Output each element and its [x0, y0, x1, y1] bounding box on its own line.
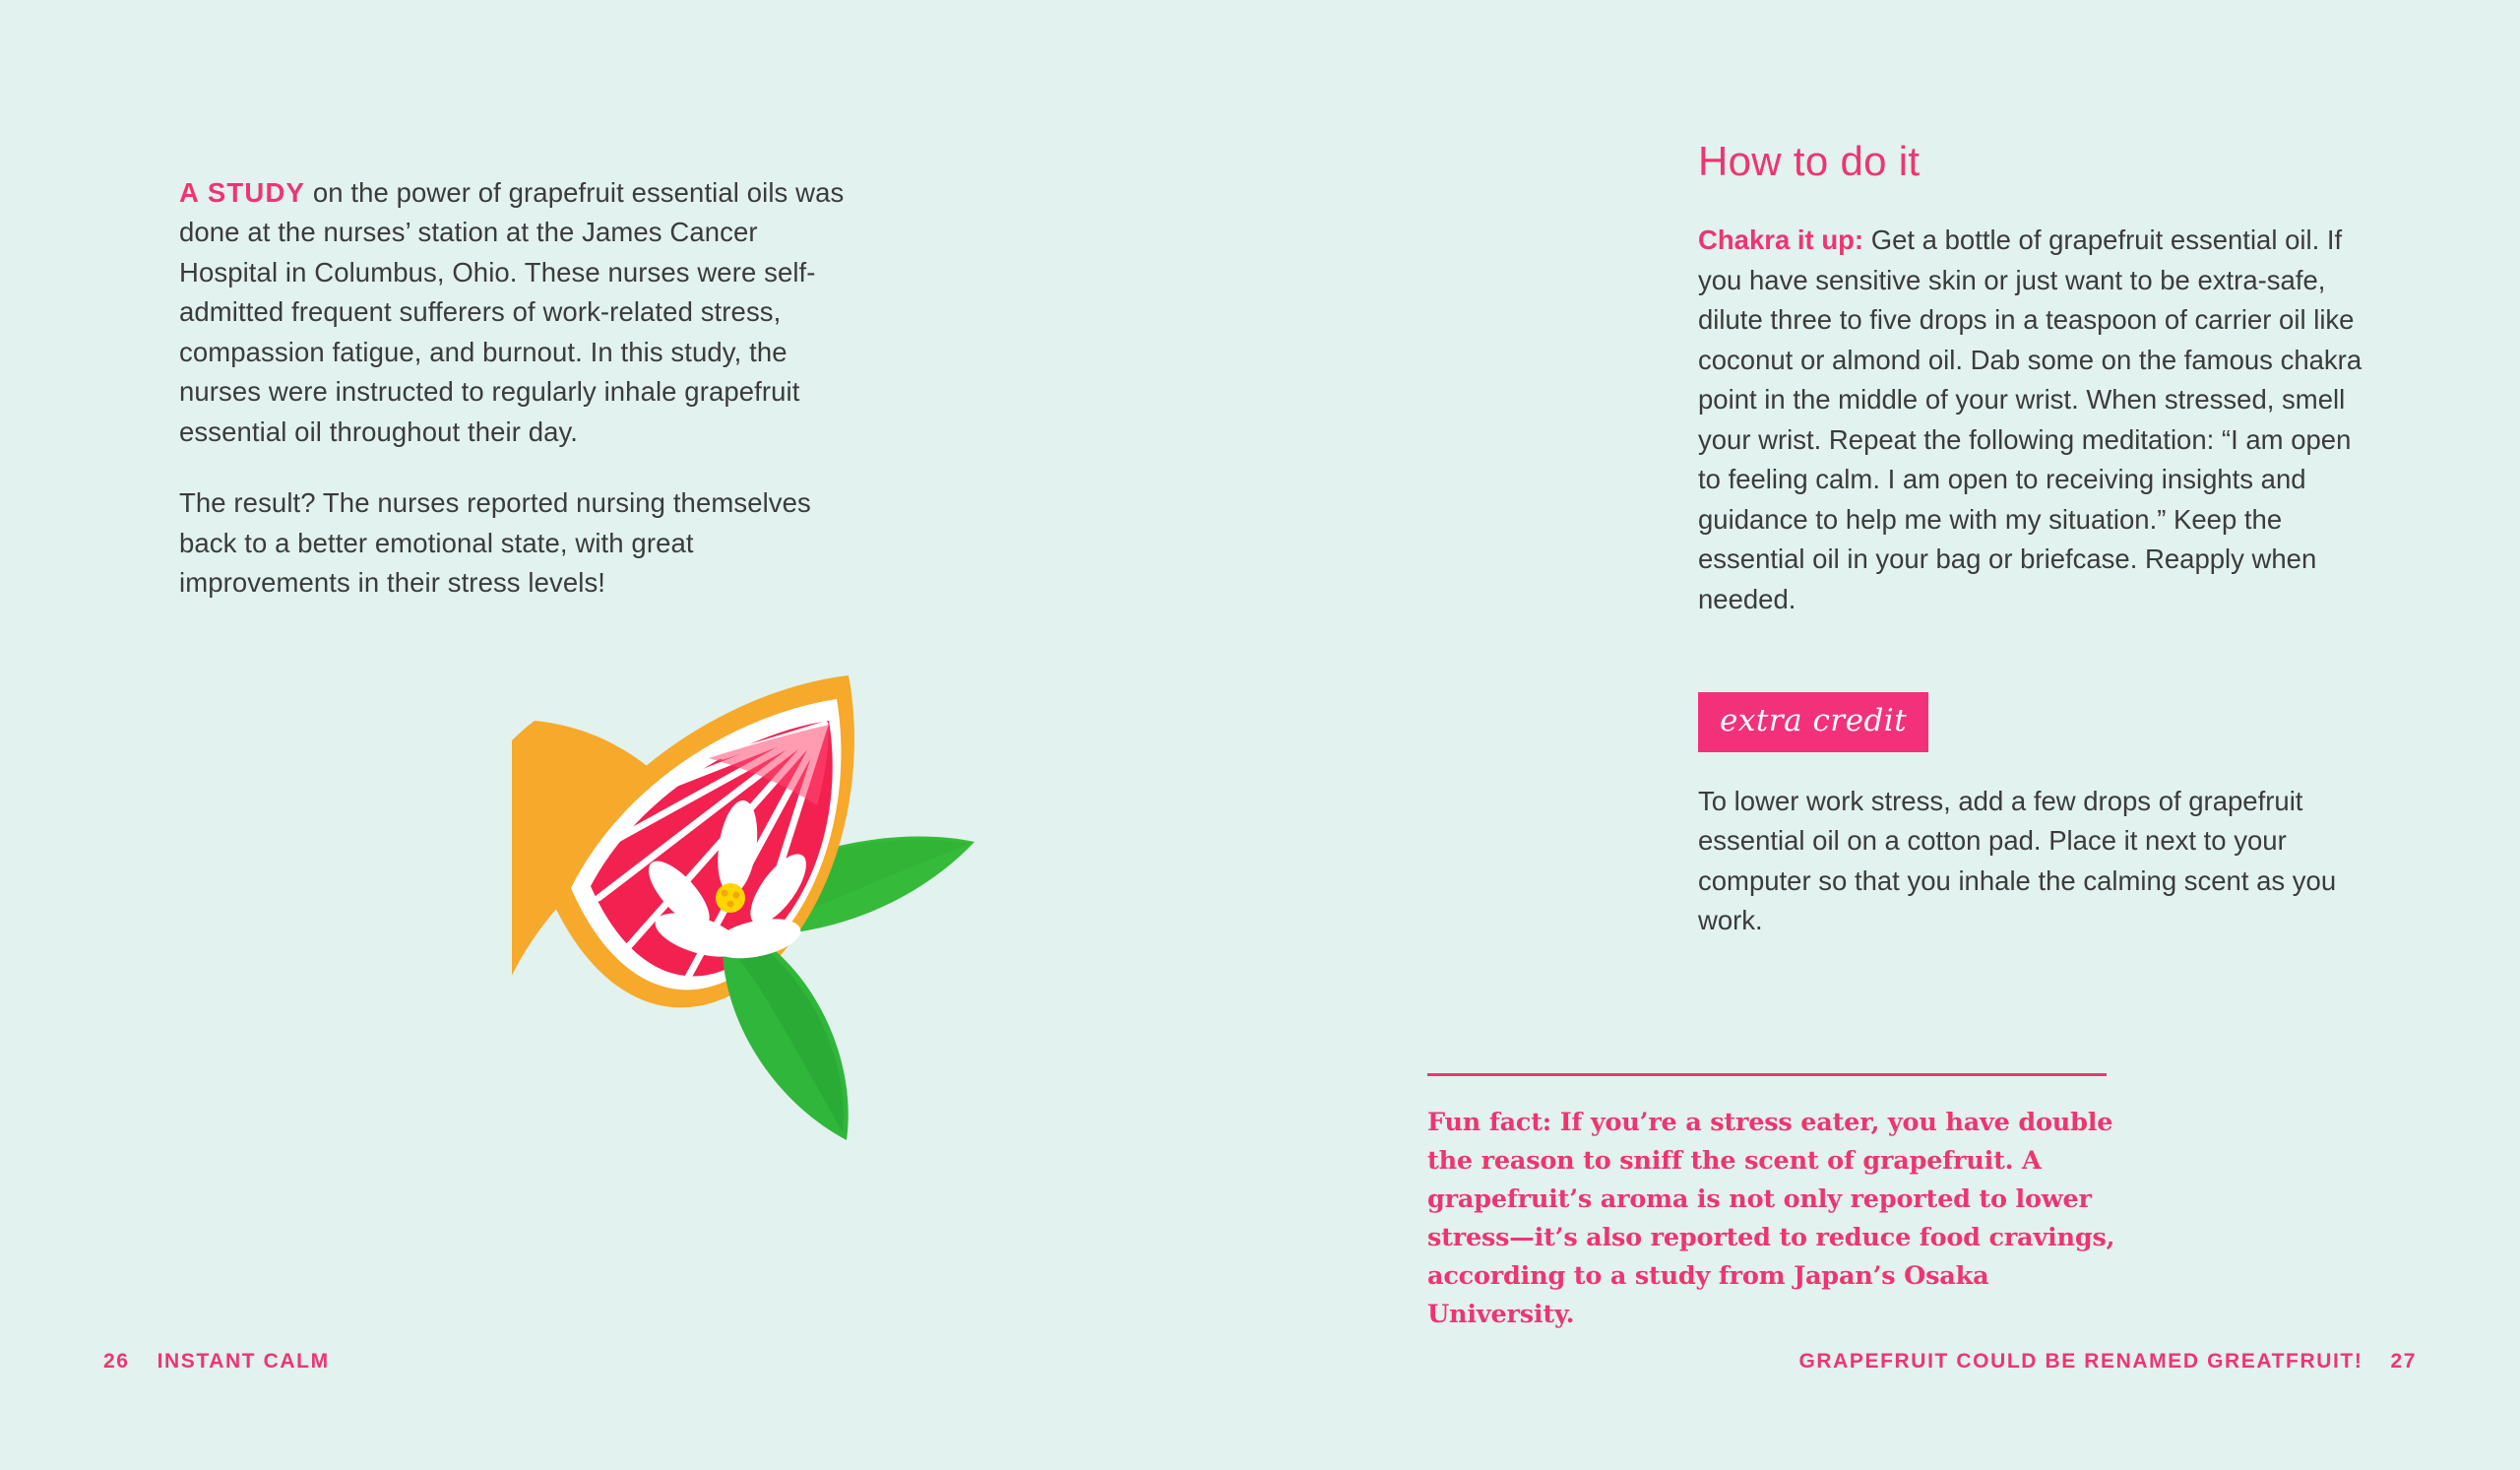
fun-fact-text: Fun fact: If you’re a stress eater, you have double the reason to sniff the scent of grapefruit. A grapefruit’s aroma is not only reported to lower stress—it’s also reported to reduce food cravings, according to a study from Japan’s Osaka University.: [1427, 1108, 2115, 1329]
paragraph-one-body: on the power of grapefruit essential oils was done at the nurses’ station at the James Cancer Hospital in Columbus, Ohio. These nurses were self-admitted frequent sufferers of work-related stress, compassion fatigue, and burnout. In this study, the nurses were instructed to regularly inhale grapefruit essential oil throughout their day.: [179, 176, 845, 447]
extra-credit-badge: extra credit: [1698, 692, 1928, 752]
right-page-number: 27: [2390, 1350, 2417, 1373]
left-page-footer: [103, 1350, 330, 1374]
how-to-do-it-heading: How to do it: [1698, 138, 1921, 184]
paragraph-lead-in: A STUDY: [179, 176, 306, 208]
right-page-footer: [1798, 1350, 2417, 1374]
grapefruit-slice: [547, 675, 854, 1007]
right-footer-title: GRAPEFRUIT COULD BE RENAMED GREATFRUIT!: [1798, 1350, 2363, 1373]
chakra-paragraph: [1698, 221, 2377, 619]
grapefruit-illustration: [512, 640, 1162, 1152]
left-footer-title: INSTANT CALM: [157, 1350, 330, 1373]
paragraph-two: The result? The nurses reported nursing themselves back to a better emotional state, with great improvements in their stress levels!: [179, 487, 811, 598]
fun-fact-block: [1427, 1073, 2116, 1360]
paragraph-one: [179, 173, 849, 453]
right-page: [1260, 0, 2520, 1470]
fun-fact-divider: [1427, 1073, 2107, 1076]
chakra-run-in-label: Chakra it up:: [1698, 224, 1864, 255]
extra-credit-paragraph: To lower work stress, add a few drops of grapefruit essential oil on a cotton pad. Place it next to your computer so that you inhale the calming scent as you work.: [1698, 785, 2337, 935]
left-text-column: [179, 146, 849, 630]
left-page-number: 26: [103, 1350, 130, 1373]
chakra-paragraph-body: Get a bottle of grapefruit essential oil. If you have sensitive skin or just want to be extra-safe, dilute three to five drops in a teaspoon of carrier oil like coconut or almond oil. Dab some on the famous chakra point in the middle of your wrist. When stressed, smell your wrist. Repeat the following meditation: “I am open to feeling calm. I am open to receiving insights and guidance to help me with my situation.” Keep the essential oil in your bag or briefcase. Reapply when needed.: [1698, 224, 2362, 614]
right-text-column: [1698, 138, 2377, 968]
